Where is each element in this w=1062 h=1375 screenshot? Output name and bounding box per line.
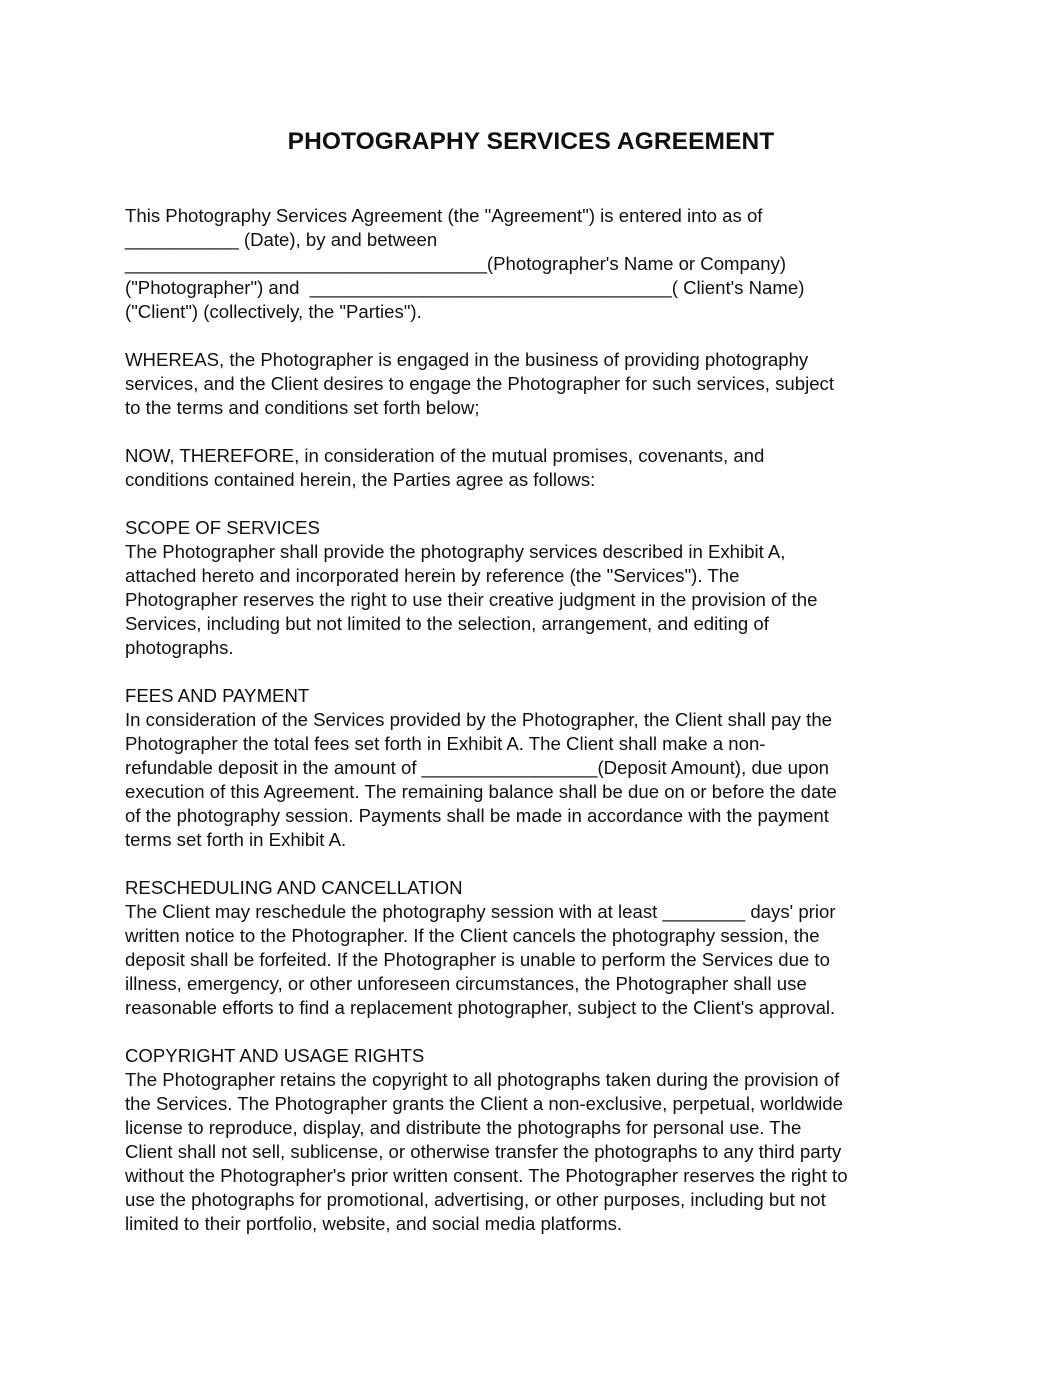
- section-line: Client shall not sell, sublicense, or otherwise transfer the photographs to any third party: [125, 1141, 842, 1162]
- whereas-paragraph: [125, 348, 945, 420]
- section-heading: COPYRIGHT AND USAGE RIGHTS: [125, 1045, 425, 1066]
- section-copyright-and-usage-rights: [125, 1044, 945, 1236]
- section-line: photographs.: [125, 637, 234, 658]
- whereas-line: services, and the Client desires to engage the Photographer for such services, subject: [125, 373, 835, 394]
- whereas-line: to the terms and conditions set forth below;: [125, 397, 480, 418]
- section-line: Services, including but not limited to the selection, arrangement, and editing of: [125, 613, 769, 634]
- section-line: limited to their portfolio, website, and social media platforms.: [125, 1213, 623, 1234]
- section-line: written notice to the Photographer. If the Client cancels the photography session, the: [125, 925, 820, 946]
- intro-paragraph: [125, 204, 945, 324]
- whereas-line: WHEREAS, the Photographer is engaged in the business of providing photography: [125, 349, 809, 370]
- section-line: Photographer reserves the right to use their creative judgment in the provision of the: [125, 589, 818, 610]
- document-body: [125, 204, 945, 1236]
- paragraph-gap: [125, 420, 945, 444]
- paragraph-gap: [125, 852, 945, 876]
- now-therefore-line: conditions contained herein, the Parties agree as follows:: [125, 469, 596, 490]
- intro-line: This Photography Services Agreement (the "Agreement") is entered into as of: [125, 205, 763, 226]
- section-line: reasonable efforts to find a replacement photographer, subject to the Client's approval.: [125, 997, 836, 1018]
- section-line: The Client may reschedule the photography session with at least ________ days' prior: [125, 901, 836, 922]
- now-therefore-paragraph: [125, 444, 945, 492]
- section-line: The Photographer shall provide the photography services described in Exhibit A,: [125, 541, 786, 562]
- intro-line: ("Photographer") and ___________________________________( Client's Name): [125, 277, 805, 298]
- section-line: the Services. The Photographer grants the Client a non-exclusive, perpetual, worldwide: [125, 1093, 843, 1114]
- intro-line: ___________________________________(Photographer's Name or Company): [125, 253, 787, 274]
- section-line: Photographer the total fees set forth in Exhibit A. The Client shall make a non-: [125, 733, 766, 754]
- section-line: execution of this Agreement. The remaining balance shall be due on or before the date: [125, 781, 837, 802]
- section-fees-and-payment: [125, 684, 945, 852]
- section-scope-of-services: [125, 516, 945, 660]
- section-line: illness, emergency, or other unforeseen circumstances, the Photographer shall use: [125, 973, 807, 994]
- intro-line: ("Client") (collectively, the "Parties").: [125, 301, 422, 322]
- section-line: In consideration of the Services provided by the Photographer, the Client shall pay the: [125, 709, 832, 730]
- intro-line: ___________ (Date), by and between: [125, 229, 438, 250]
- document-title: PHOTOGRAPHY SERVICES AGREEMENT: [287, 128, 775, 155]
- section-line: attached hereto and incorporated herein by reference (the "Services"). The: [125, 565, 740, 586]
- section-line: deposit shall be forfeited. If the Photographer is unable to perform the Services due to: [125, 949, 830, 970]
- section-heading: FEES AND PAYMENT: [125, 685, 310, 706]
- paragraph-gap: [125, 660, 945, 684]
- section-line: without the Photographer's prior written consent. The Photographer reserves the right to: [125, 1165, 848, 1186]
- section-line: terms set forth in Exhibit A.: [125, 829, 347, 850]
- section-line: of the photography session. Payments shall be made in accordance with the payment: [125, 805, 829, 826]
- paragraph-gap: [125, 324, 945, 348]
- paragraph-gap: [125, 1020, 945, 1044]
- section-rescheduling-and-cancellation: [125, 876, 945, 1020]
- section-heading: SCOPE OF SERVICES: [125, 517, 320, 538]
- section-line: The Photographer retains the copyright to all photographs taken during the provision of: [125, 1069, 840, 1090]
- section-line: refundable deposit in the amount of _________________(Deposit Amount), due upon: [125, 757, 830, 778]
- section-line: license to reproduce, display, and distribute the photographs for personal use. The: [125, 1117, 802, 1138]
- section-line: use the photographs for promotional, advertising, or other purposes, including but not: [125, 1189, 826, 1210]
- paragraph-gap: [125, 492, 945, 516]
- now-therefore-line: NOW, THEREFORE, in consideration of the mutual promises, covenants, and: [125, 445, 765, 466]
- section-heading: RESCHEDULING AND CANCELLATION: [125, 877, 463, 898]
